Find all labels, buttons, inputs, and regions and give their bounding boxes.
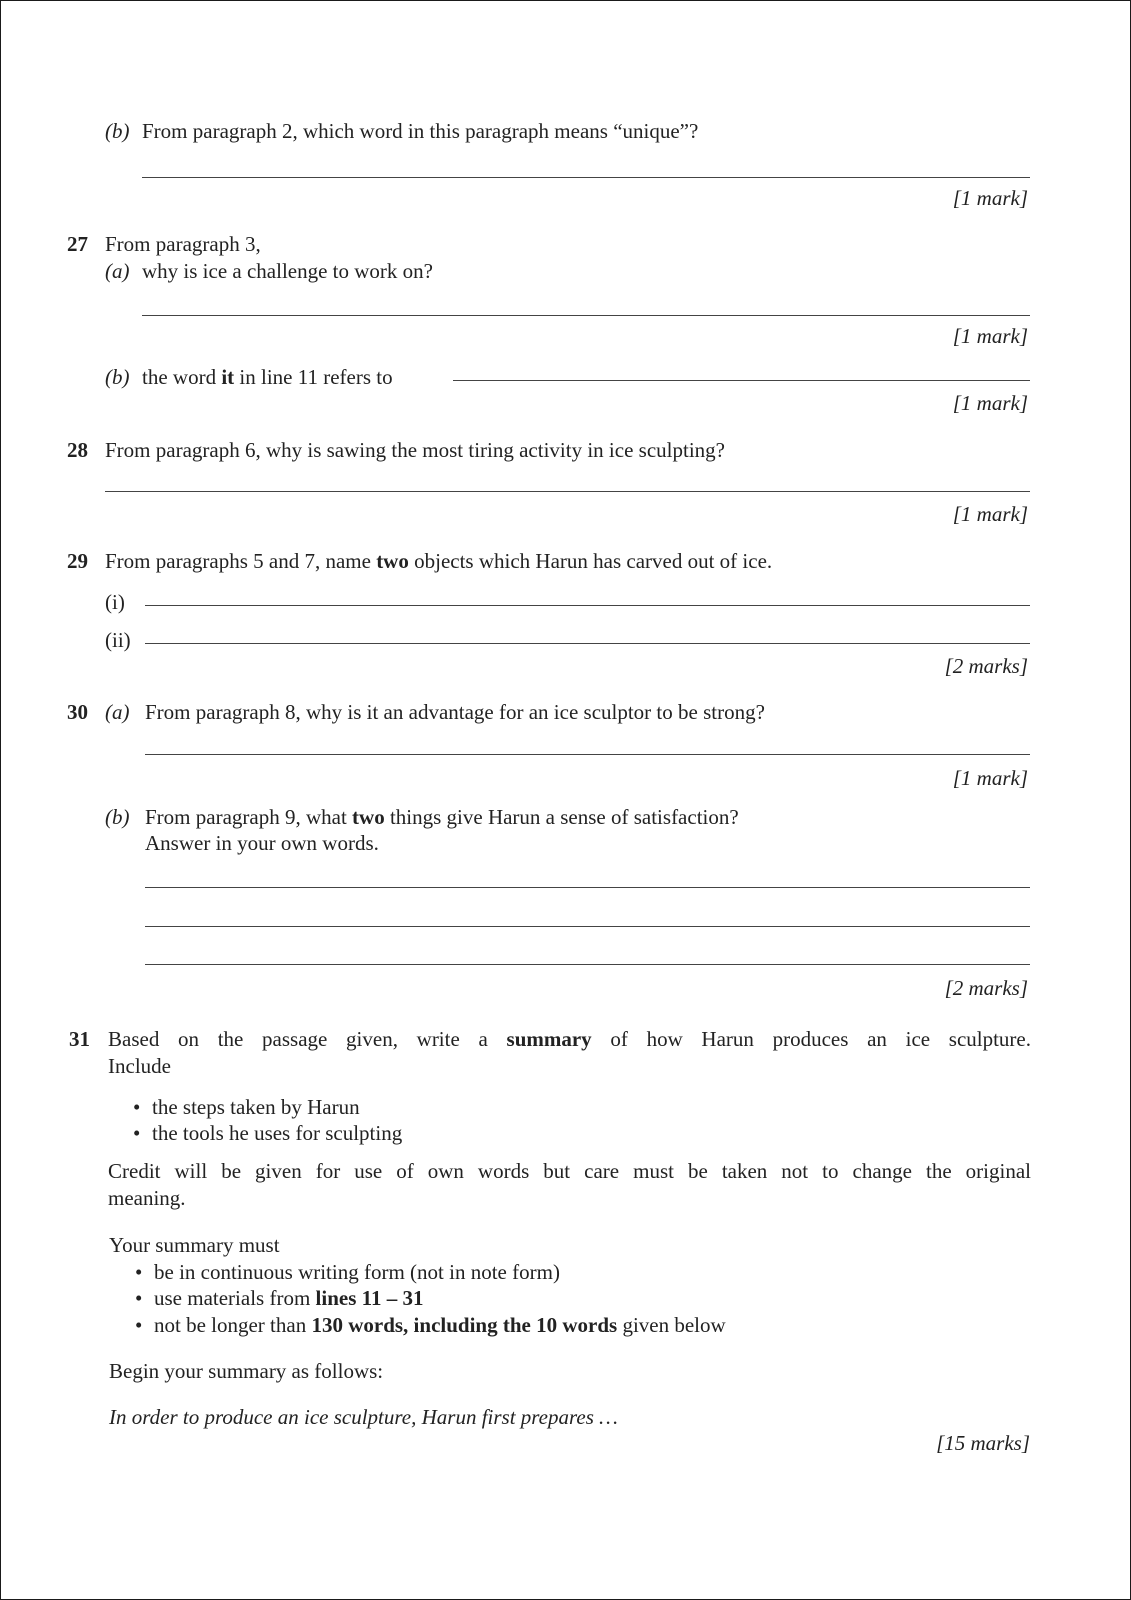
q28-answer-line[interactable] (105, 491, 1030, 492)
q31-number: 31 (69, 1027, 90, 1051)
q30a-mark: [1 mark] (952, 766, 1028, 790)
q27b-mark: [1 mark] (952, 391, 1028, 415)
q28-number: 28 (67, 438, 88, 462)
q31-must-item-2: use materials from lines 11 – 31 (154, 1286, 424, 1310)
q27b-answer-line[interactable] (453, 380, 1030, 381)
q29-item-i: (i) (105, 590, 125, 614)
q31-include-item-2: the tools he uses for sculpting (152, 1121, 403, 1145)
q28-mark: [1 mark] (952, 502, 1028, 526)
q31-must-intro: Your summary must (109, 1233, 280, 1257)
q30b-answer-line-3[interactable] (145, 964, 1030, 965)
bullet-icon: • (133, 1095, 141, 1119)
q29-text: From paragraphs 5 and 7, name two objects which Harun has carved out of ice. (105, 549, 773, 573)
bullet-icon: • (133, 1121, 141, 1145)
q31-credit-line-1: Credit will be given for use of own words but care must be taken not to change the original (108, 1159, 1031, 1183)
q29-answer-line-ii[interactable] (145, 643, 1030, 644)
q27a-answer-line[interactable] (142, 315, 1030, 316)
q26b-label: (b) (105, 119, 130, 143)
q29-answer-line-i[interactable] (145, 605, 1030, 606)
q31-instruction-line-2: Include (108, 1054, 171, 1078)
q26b-mark: [1 mark] (952, 186, 1028, 210)
q27b-text: the word it in line 11 refers to (142, 365, 393, 389)
q27-intro: From paragraph 3, (105, 232, 261, 256)
q31-must-item-3: not be longer than 130 words, including the 10 words given below (154, 1313, 726, 1337)
q31-credit-line-2: meaning. (108, 1186, 186, 1210)
q31-begin-instruction: Begin your summary as follows: (109, 1359, 384, 1383)
q27a-mark: [1 mark] (952, 324, 1028, 348)
q28-text: From paragraph 6, why is sawing the most tiring activity in ice sculpting? (105, 438, 725, 462)
q30-number: 30 (67, 700, 88, 724)
q27a-text: why is ice a challenge to work on? (142, 259, 433, 283)
q30a-text: From paragraph 8, why is it an advantage for an ice sculptor to be strong? (145, 700, 765, 724)
q27a-label: (a) (105, 259, 130, 283)
q31-mark: [15 marks] (936, 1431, 1030, 1455)
q29-number: 29 (67, 549, 88, 573)
q30a-answer-line[interactable] (145, 754, 1030, 755)
q29-item-ii: (ii) (105, 628, 131, 652)
q30b-text-2: Answer in your own words. (145, 831, 379, 855)
bullet-icon: • (135, 1313, 143, 1337)
q30b-answer-line-2[interactable] (145, 926, 1030, 927)
q27-number: 27 (67, 232, 88, 256)
q30b-text: From paragraph 9, what two things give Harun a sense of satisfaction? (145, 805, 739, 829)
q29-mark: [2 marks] (944, 654, 1028, 678)
q26b-text: From paragraph 2, which word in this paragraph means “unique”? (142, 119, 699, 143)
q30b-label: (b) (105, 805, 130, 829)
q31-must-item-1: be in continuous writing form (not in note form) (154, 1260, 560, 1284)
bullet-icon: • (135, 1260, 143, 1284)
q31-instruction-line-1: Based on the passage given, write a summary of how Harun produces an ice sculpture. (108, 1027, 1031, 1051)
q26b-answer-line[interactable] (142, 177, 1030, 178)
q30a-label: (a) (105, 700, 130, 724)
q31-include-item-1: the steps taken by Harun (152, 1095, 360, 1119)
q30b-mark: [2 marks] (944, 976, 1028, 1000)
bullet-icon: • (135, 1286, 143, 1310)
q30b-answer-line-1[interactable] (145, 887, 1030, 888)
q31-starter-sentence: In order to produce an ice sculpture, Harun first prepares … (109, 1405, 618, 1429)
q27b-label: (b) (105, 365, 130, 389)
